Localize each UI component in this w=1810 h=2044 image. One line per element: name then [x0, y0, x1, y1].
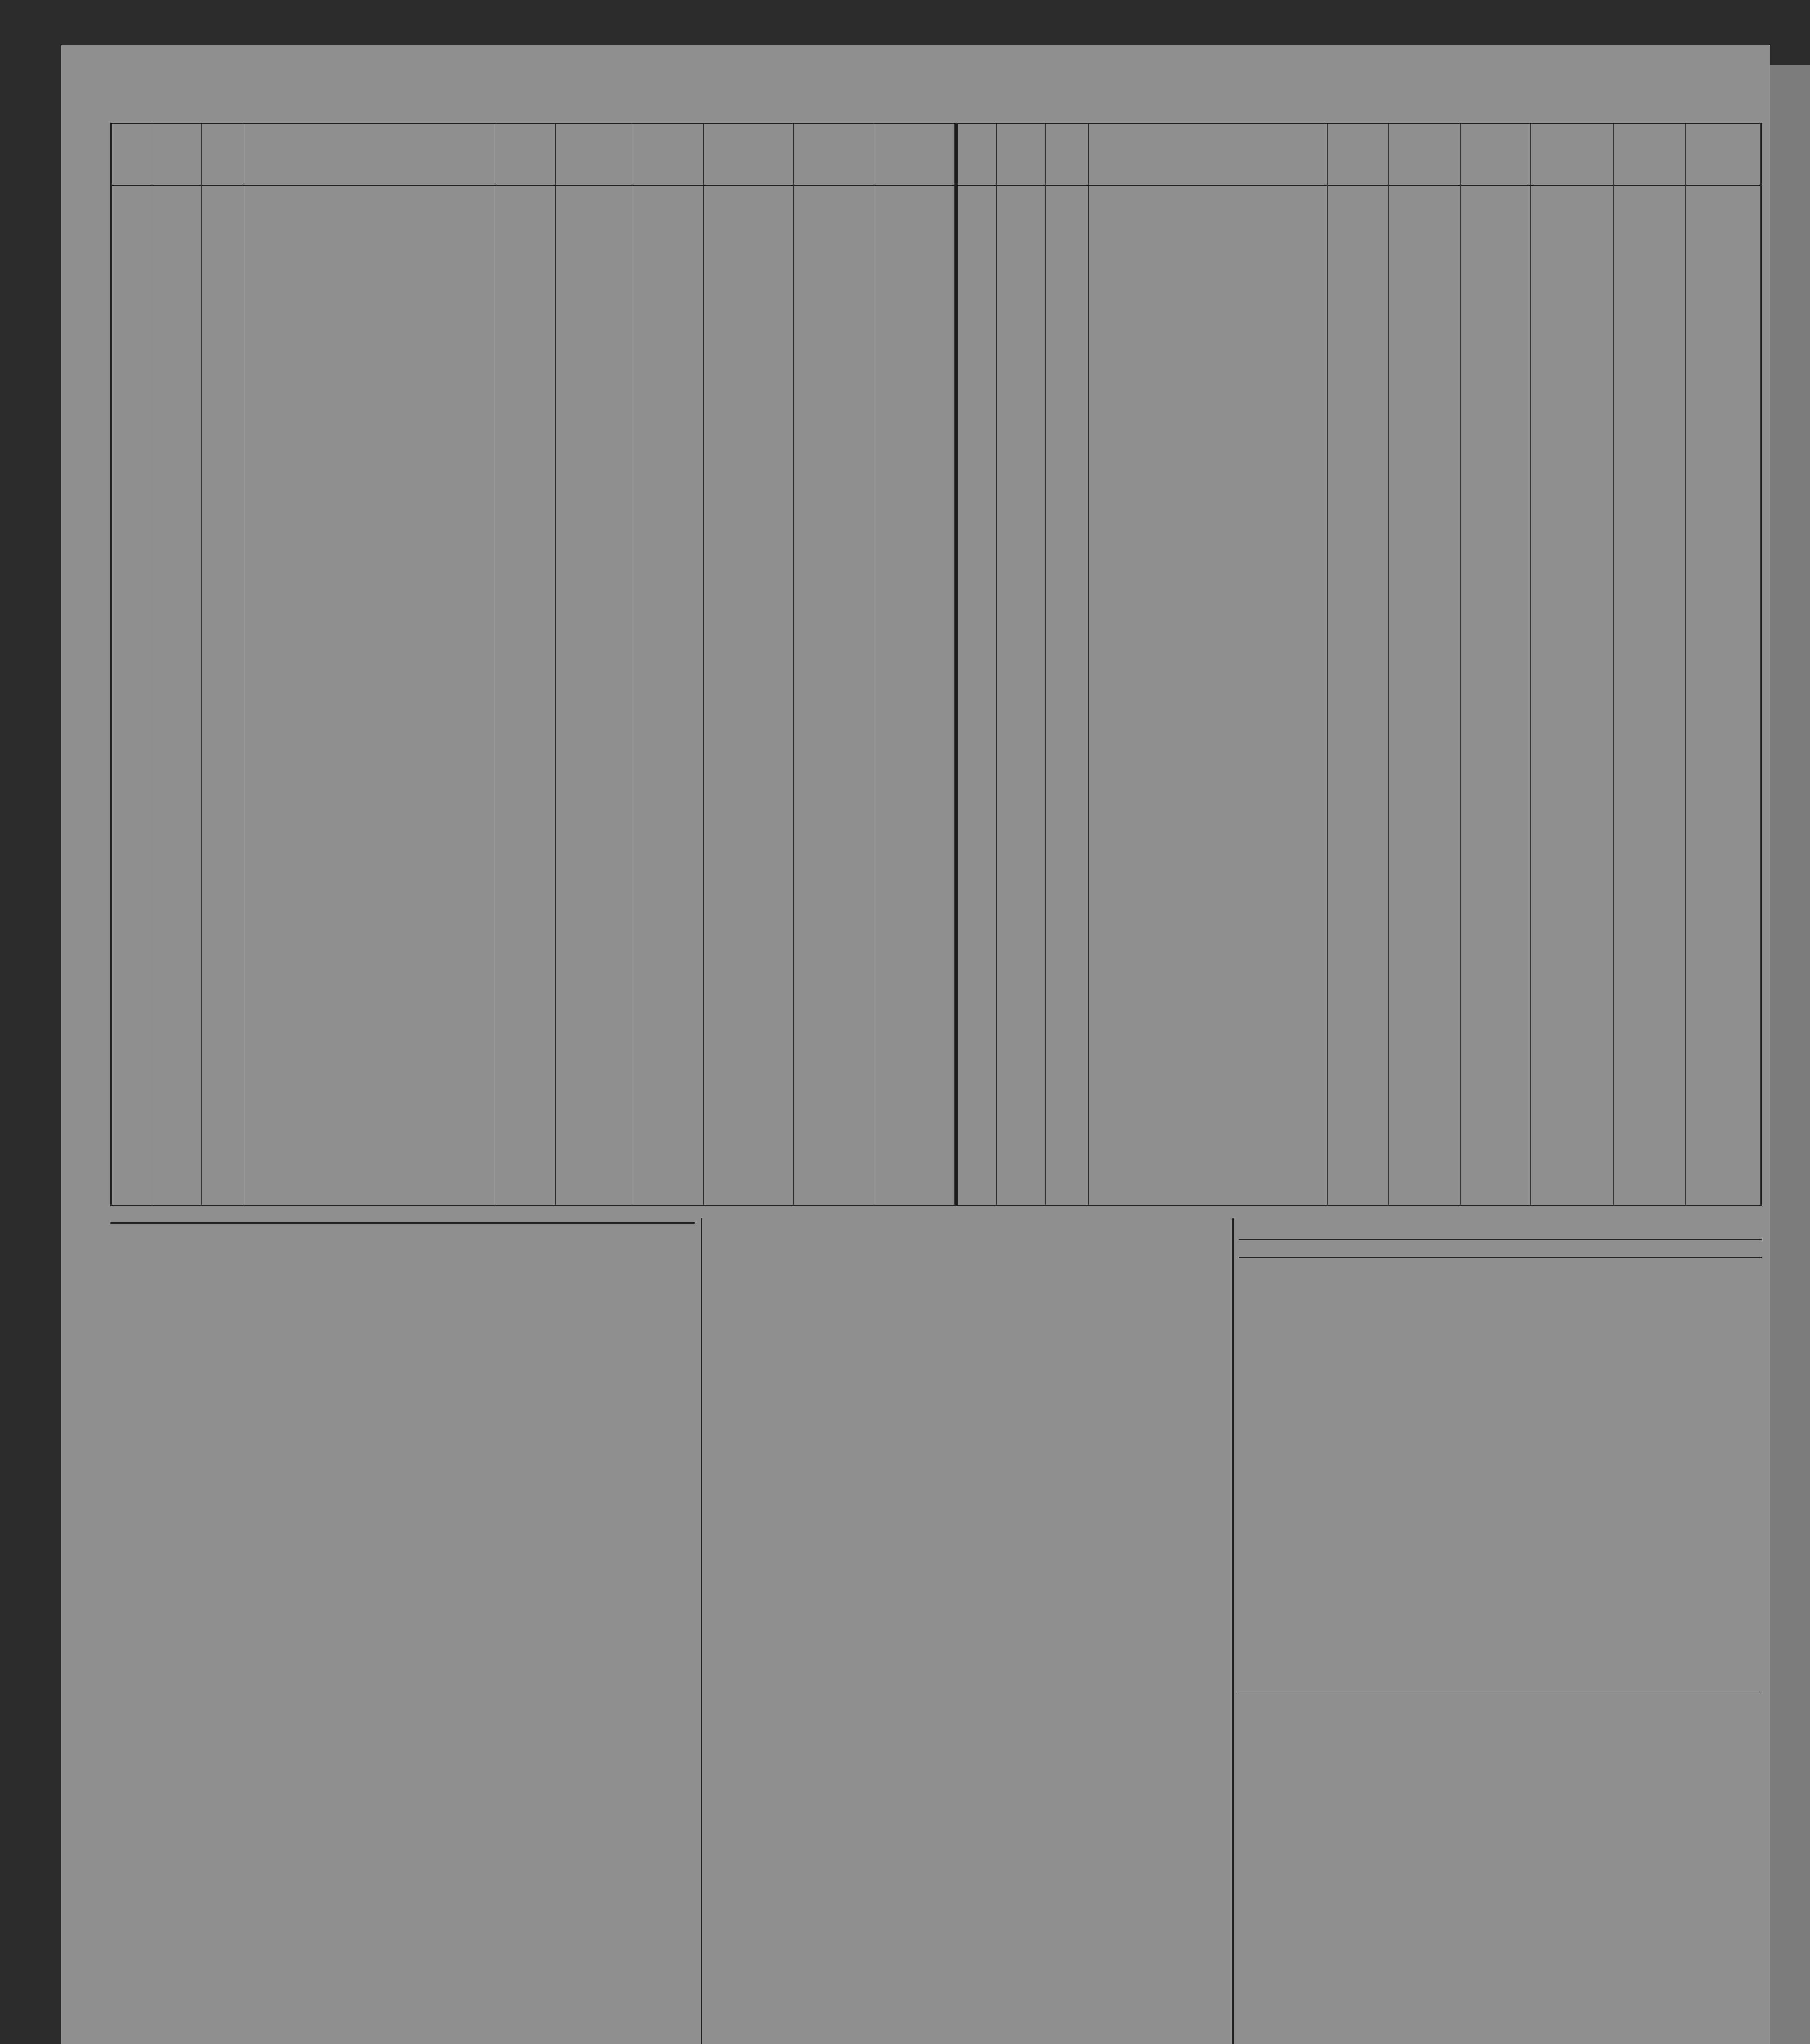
security-block: [1688, 186, 1758, 286]
security-block: [1463, 1087, 1528, 1188]
security-block: [1390, 486, 1458, 587]
security-block: [154, 186, 199, 286]
security-block: [998, 587, 1044, 687]
security-block: [1532, 186, 1612, 286]
security-block: [203, 887, 242, 987]
security-block: [1329, 587, 1386, 687]
security-block: [998, 286, 1044, 386]
right-column-header: [958, 124, 996, 186]
cote-special-title: [1239, 1239, 1762, 1258]
security-block: [1532, 286, 1612, 386]
security-block: [1329, 787, 1386, 887]
security-block: [795, 787, 872, 887]
security-block: [1688, 787, 1758, 887]
column-veille: [1046, 186, 1089, 1205]
security-block: [1616, 887, 1684, 987]
security-block: [558, 887, 630, 987]
column-desig: [1089, 186, 1327, 1205]
security-block: [959, 687, 994, 787]
security-block: [795, 687, 872, 787]
security-block: [203, 787, 242, 887]
security-block: [1688, 1087, 1758, 1188]
column-extr: [152, 186, 202, 1205]
security-block: [1688, 587, 1758, 687]
column-jouis: [495, 186, 556, 1205]
security-block: [634, 286, 702, 386]
footnote: [1239, 1692, 1762, 1696]
security-block: [998, 1087, 1044, 1188]
security-block: [154, 687, 199, 787]
security-block: [959, 286, 994, 386]
security-block: [998, 987, 1044, 1087]
security-block: [1329, 987, 1386, 1087]
security-block: [154, 386, 199, 486]
security-block: [1616, 587, 1684, 687]
security-block: [876, 787, 953, 887]
security-block: [154, 587, 199, 687]
security-block: [246, 486, 493, 587]
security-block: [1616, 787, 1684, 887]
security-block: [1048, 987, 1086, 1087]
security-block: [1532, 386, 1612, 486]
security-block: [558, 286, 630, 386]
right-column-header: [1530, 124, 1614, 186]
security-block: [1390, 386, 1458, 486]
quotations-table: [110, 123, 1762, 1206]
security-block: [876, 887, 953, 987]
security-block: [1048, 587, 1086, 687]
security-block: [497, 386, 553, 486]
security-block: [154, 486, 199, 587]
security-block: [246, 887, 493, 987]
security-block: [1463, 887, 1528, 987]
security-block: [876, 587, 953, 687]
security-block: [1048, 887, 1086, 987]
security-block: [795, 386, 872, 486]
security-block: [558, 587, 630, 687]
security-block: [634, 887, 702, 987]
security-block: [1532, 687, 1612, 787]
right-column: [1239, 1218, 1762, 2044]
security-block: [634, 587, 702, 687]
security-block: [876, 186, 953, 286]
right-column-header: [1089, 124, 1327, 186]
security-block: [1091, 987, 1325, 1087]
security-block: [634, 186, 702, 286]
security-block: [706, 286, 791, 386]
security-block: [1048, 286, 1086, 386]
cote-special: [1239, 1239, 1762, 1258]
security-block: [706, 587, 791, 687]
security-block: [246, 386, 493, 486]
left-column-header: [152, 124, 202, 186]
security-block: [1048, 386, 1086, 486]
security-block: [634, 787, 702, 887]
cours-cotes-section: [110, 1218, 695, 2044]
security-block: [154, 787, 199, 887]
security-block: [1048, 787, 1086, 887]
security-block: [998, 687, 1044, 787]
security-block: [1688, 687, 1758, 787]
left-column-header: [495, 124, 556, 186]
security-block: [246, 186, 493, 286]
right-column-header: [1046, 124, 1089, 186]
security-block: [706, 787, 791, 887]
right-column-header: [1388, 124, 1460, 186]
security-block: [1616, 1087, 1684, 1188]
security-block: [1532, 486, 1612, 587]
security-block: [154, 887, 199, 987]
security-block: [959, 787, 994, 887]
right-column-header: [1327, 124, 1388, 186]
security-block: [795, 286, 872, 386]
security-block: [1329, 887, 1386, 987]
cours-cotes-hours: [110, 1218, 695, 1224]
security-block: [246, 587, 493, 687]
right-column-header: [996, 124, 1046, 186]
column-high: [703, 186, 793, 1205]
security-block: [558, 186, 630, 286]
security-block: [795, 486, 872, 587]
security-block: [558, 486, 630, 587]
column-terms: [1388, 186, 1460, 1205]
adjacent-page-strip: [1770, 65, 1810, 2044]
security-block: [1048, 186, 1086, 286]
security-block: [1532, 587, 1612, 687]
security-block: [998, 787, 1044, 887]
column-rule: [701, 1218, 702, 2044]
security-block: [497, 186, 553, 286]
column-low: [1614, 186, 1686, 1205]
security-block: [1390, 687, 1458, 787]
security-block: [203, 687, 242, 787]
security-block: [706, 887, 791, 987]
security-block: [1329, 486, 1386, 587]
left-column-header: [556, 124, 632, 186]
security-block: [1048, 486, 1086, 587]
column-terms: [556, 186, 632, 1205]
security-block: [113, 286, 150, 386]
security-block: [959, 386, 994, 486]
security-block: [113, 887, 150, 987]
security-block: [558, 687, 630, 787]
security-block: [1463, 587, 1528, 687]
security-block: [1091, 386, 1325, 486]
security-block: [1688, 286, 1758, 386]
security-block: [113, 386, 150, 486]
security-block: [113, 787, 150, 887]
column-extr: [996, 186, 1046, 1205]
security-block: [1463, 386, 1528, 486]
column-desig: [244, 186, 495, 1205]
column-report: [112, 186, 152, 1205]
right-column-header: [1686, 124, 1760, 186]
column-jouis: [1327, 186, 1388, 1205]
security-block: [1091, 1087, 1325, 1188]
security-block: [1390, 1087, 1458, 1188]
security-block: [497, 687, 553, 787]
security-block: [1532, 987, 1612, 1087]
security-block: [795, 587, 872, 687]
left-column-header: [201, 124, 244, 186]
security-block: [1329, 1087, 1386, 1188]
security-block: [706, 386, 791, 486]
security-block: [1688, 386, 1758, 486]
security-block: [1463, 687, 1528, 787]
security-block: [1532, 1087, 1612, 1188]
security-block: [113, 186, 150, 286]
security-block: [558, 386, 630, 486]
security-block: [876, 486, 953, 587]
security-block: [1532, 787, 1612, 887]
security-block: [1688, 887, 1758, 987]
security-block: [1390, 587, 1458, 687]
security-block: [1329, 386, 1386, 486]
security-block: [795, 887, 872, 987]
security-block: [959, 186, 994, 286]
security-block: [1616, 286, 1684, 386]
security-block: [1091, 486, 1325, 587]
security-block: [1390, 987, 1458, 1087]
right-column-header: [1614, 124, 1686, 186]
left-column-header: [874, 124, 955, 186]
security-block: [1616, 987, 1684, 1087]
security-block: [959, 587, 994, 687]
supplementary-list: [707, 1218, 1226, 1664]
security-block: [1390, 887, 1458, 987]
security-block: [1463, 787, 1528, 887]
security-block: [497, 587, 553, 687]
security-block: [795, 186, 872, 286]
security-block: [203, 587, 242, 687]
security-block: [1329, 186, 1386, 286]
security-block: [998, 486, 1044, 587]
security-block: [1616, 687, 1684, 787]
security-block: [959, 887, 994, 987]
security-block: [1390, 787, 1458, 887]
column-rule: [1232, 1218, 1234, 2044]
security-block: [203, 186, 242, 286]
security-block: [634, 687, 702, 787]
security-block: [203, 386, 242, 486]
column-report: [958, 186, 996, 1205]
security-block: [634, 386, 702, 486]
security-block: [1463, 486, 1528, 587]
security-block: [1091, 587, 1325, 687]
left-column-header: [244, 124, 495, 186]
security-block: [1616, 186, 1684, 286]
column-high: [1530, 186, 1614, 1205]
column-first: [632, 186, 704, 1205]
security-block: [634, 486, 702, 587]
security-block: [706, 687, 791, 787]
security-block: [1048, 687, 1086, 787]
security-block: [998, 887, 1044, 987]
security-block: [998, 386, 1044, 486]
quotations-right-half: [957, 123, 1762, 1206]
column-veille: [201, 186, 244, 1205]
right-column-header: [1461, 124, 1530, 186]
security-block: [1091, 687, 1325, 787]
security-block: [1688, 486, 1758, 587]
security-block: [876, 286, 953, 386]
security-block: [1390, 186, 1458, 286]
security-block: [706, 186, 791, 286]
security-block: [1616, 386, 1684, 486]
security-block: [1463, 286, 1528, 386]
security-block: [246, 286, 493, 386]
security-block: [706, 486, 791, 587]
security-block: [497, 787, 553, 887]
security-block: [1091, 787, 1325, 887]
security-block: [497, 887, 553, 987]
column-last: [1686, 186, 1760, 1205]
security-block: [246, 687, 493, 787]
security-block: [1091, 286, 1325, 386]
security-block: [1048, 1087, 1086, 1188]
security-block: [1463, 186, 1528, 286]
quotations-left-half: [110, 123, 957, 1206]
security-block: [154, 286, 199, 386]
security-block: [1390, 286, 1458, 386]
security-block: [113, 587, 150, 687]
column-low: [793, 186, 874, 1205]
security-block: [876, 386, 953, 486]
security-block: [1688, 987, 1758, 1087]
left-column-header: [793, 124, 874, 186]
security-block: [1091, 887, 1325, 987]
security-block: [558, 787, 630, 887]
security-block: [1616, 486, 1684, 587]
left-column-header: [703, 124, 793, 186]
security-block: [876, 687, 953, 787]
security-block: [998, 186, 1044, 286]
left-column-header: [632, 124, 704, 186]
security-block: [1329, 687, 1386, 787]
security-block: [113, 687, 150, 787]
security-block: [497, 486, 553, 587]
security-block: [1329, 286, 1386, 386]
security-block: [203, 486, 242, 587]
security-block: [1091, 186, 1325, 286]
security-block: [203, 286, 242, 386]
security-block: [959, 1087, 994, 1188]
security-block: [497, 286, 553, 386]
security-block: [1463, 987, 1528, 1087]
security-block: [113, 486, 150, 587]
security-block: [246, 787, 493, 887]
security-block: [959, 486, 994, 587]
security-block: [1532, 887, 1612, 987]
cote-des-changes: [707, 1668, 1226, 2044]
column-first: [1461, 186, 1530, 1205]
left-column-header: [112, 124, 152, 186]
security-block: [959, 987, 994, 1087]
column-last: [874, 186, 955, 1205]
